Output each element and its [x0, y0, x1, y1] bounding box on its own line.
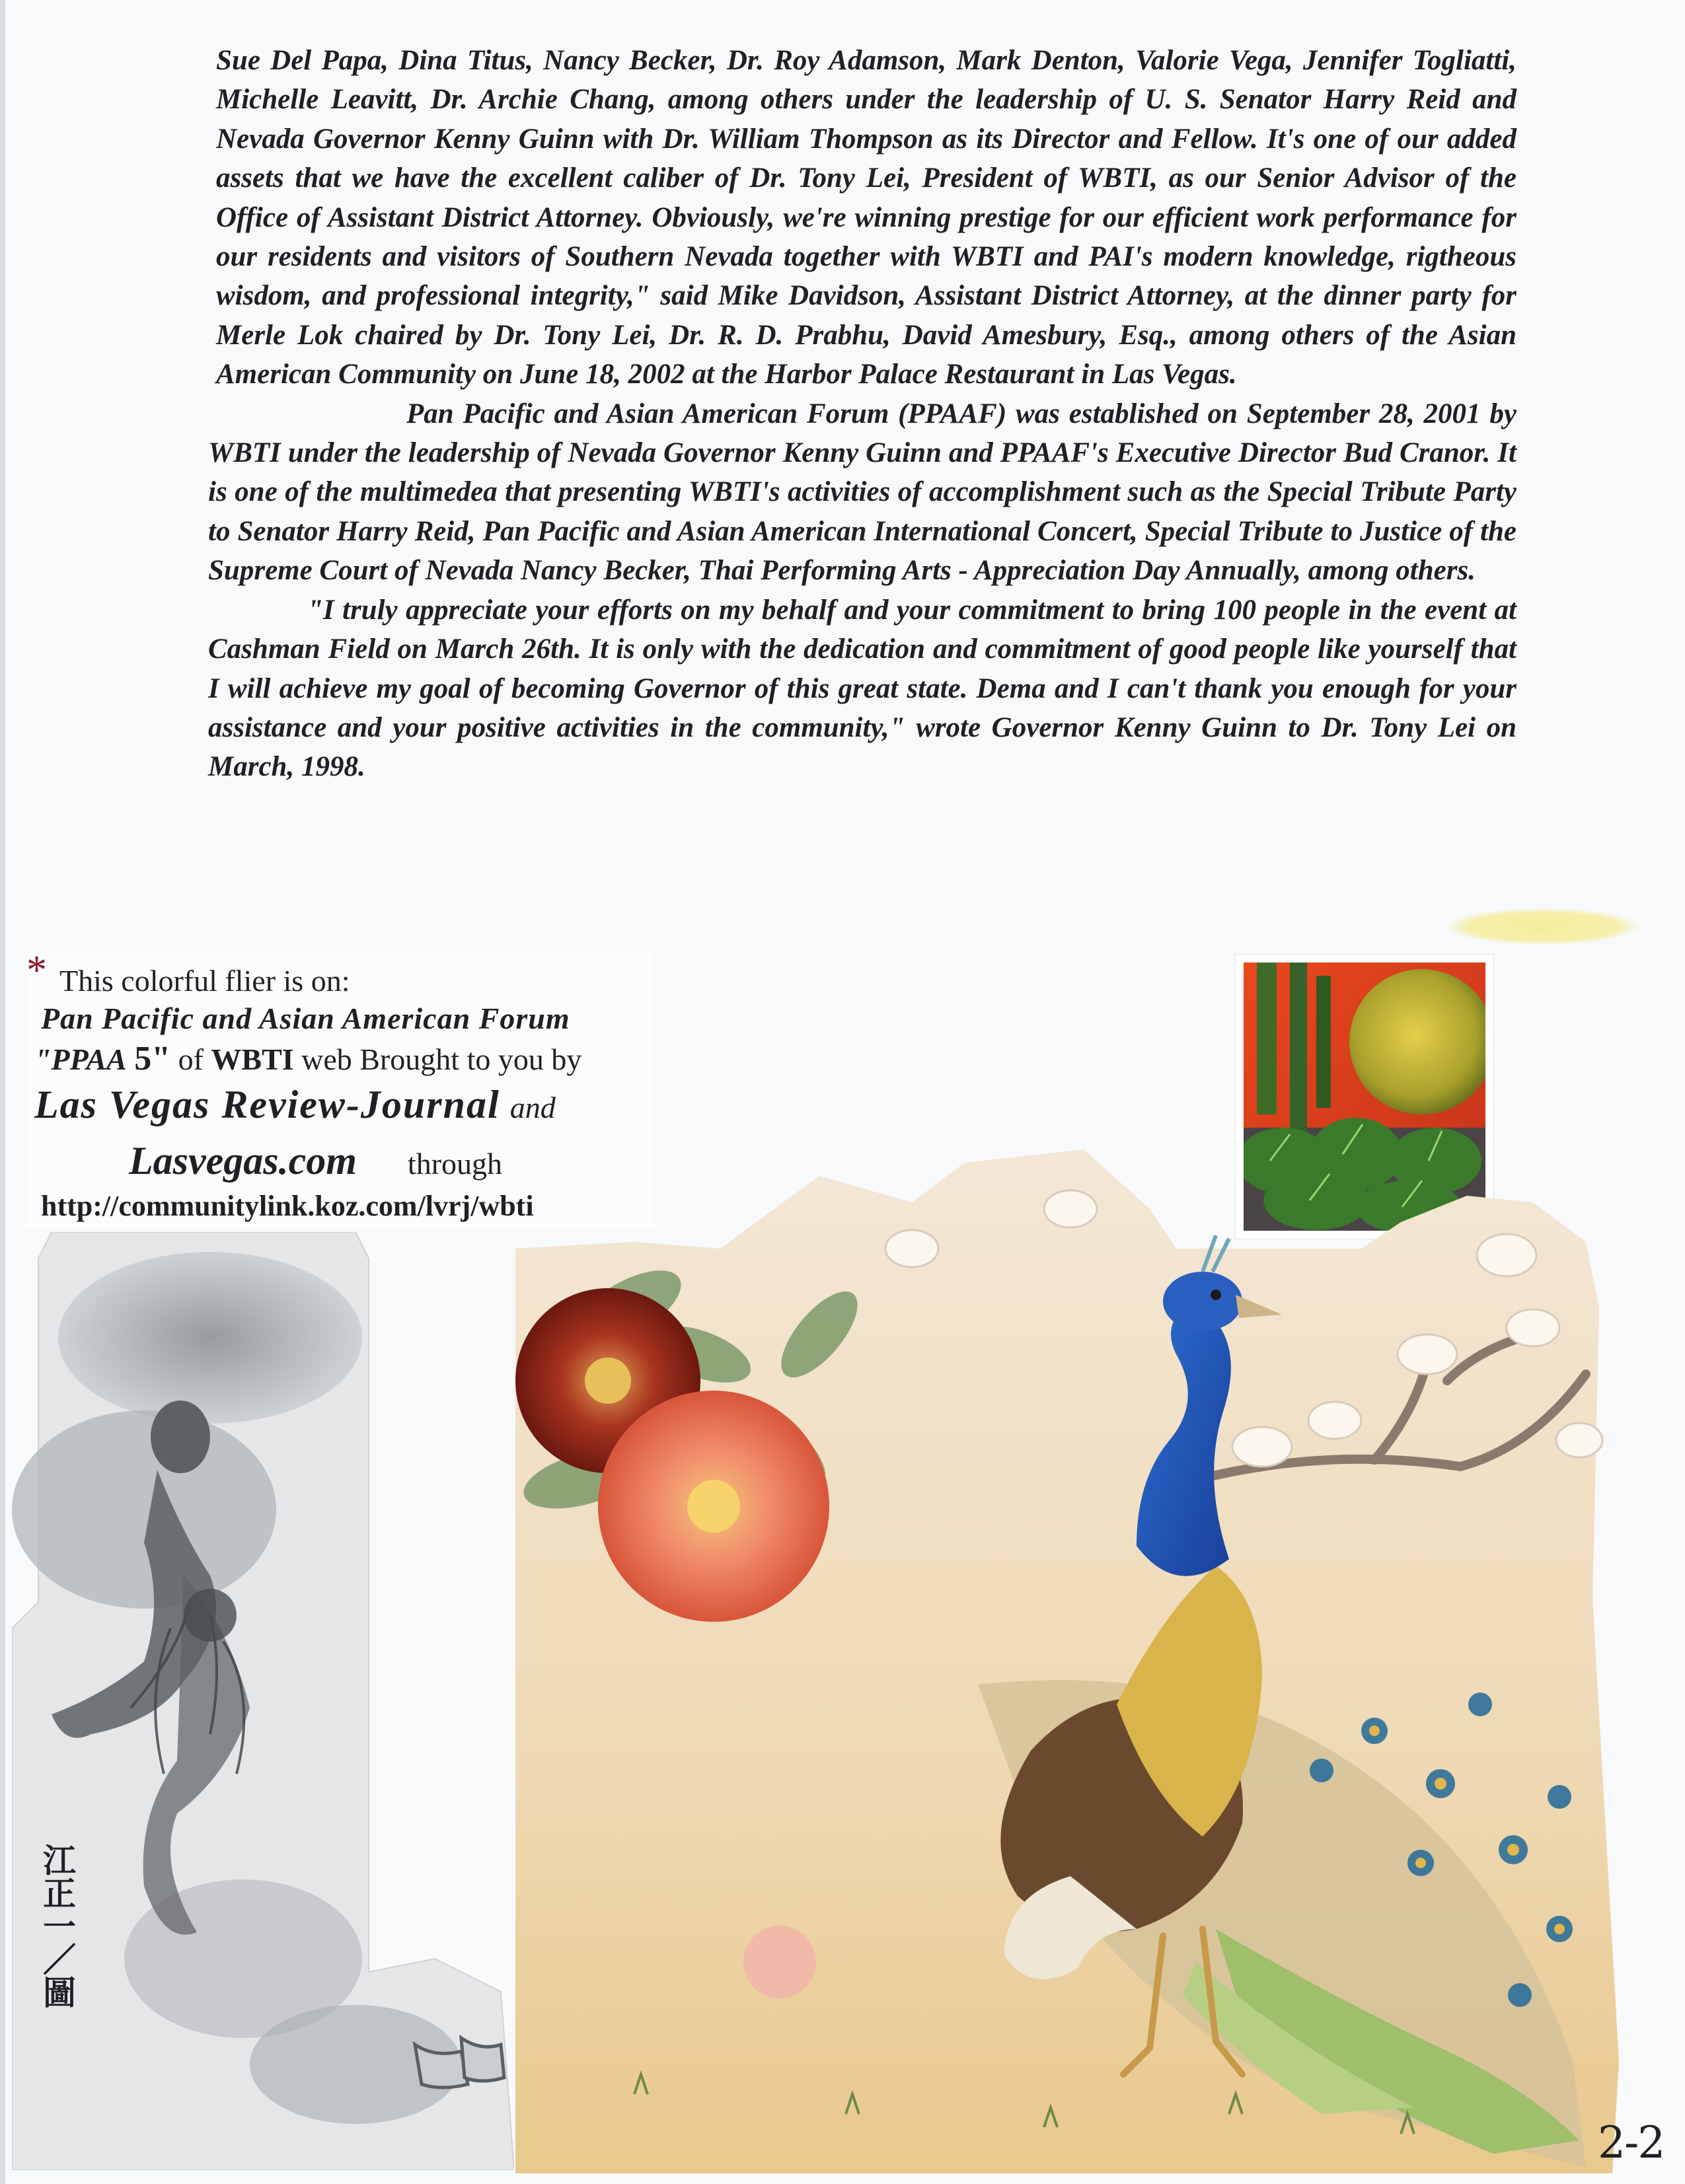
flier-through: through — [407, 1147, 503, 1181]
flier-publisher: Las Vegas Review-Journal — [34, 1083, 500, 1126]
flier-wbti: WBTI — [211, 1042, 294, 1076]
flier-ppaa-line — [34, 1039, 581, 1078]
flier-forum-name: Pan Pacific and Asian American Forum — [41, 1001, 570, 1035]
peacock-painting-image — [502, 1136, 1619, 2173]
flier-of: of — [178, 1042, 204, 1076]
article-paragraph-3: "I truly appreciate your efforts on my behalf and your commitment to bring 100 people in the event at Cashman Field on March 26th. It is only with the dedication and commitment of good people like yourself that I will achieve my goal of becoming Governor of this great state. Dema and I can't thank you enough for your assistance and your positive activities in the community," wrote Governor Kenny Guinn to Dr. Tony Lei on March, 1998. — [208, 594, 1516, 783]
flier-publisher-line — [34, 1082, 556, 1128]
highlighter-mark — [1447, 908, 1639, 945]
star-icon: * — [26, 948, 47, 993]
article-body — [208, 41, 1516, 787]
ink-painting-cutout — [12, 1232, 514, 2173]
artist-signature: 江正一／圖 — [38, 1843, 76, 2008]
article-paragraph-2: Pan Pacific and Asian American Forum (PPAAF) was established on September 28, 2001 by WBTI under the leadership of Nevada Governor Kenny Guinn and PPAAF's Executive Director Bud Cranor. It is one of the multimedea that presenting WBTI's activities of accomplishment such as the Special Tribute Party to Senator Harry Reid, Pan Pacific and Asian American International Concert, Special Tribute to Justice of the Supreme Court of Nevada Nancy Becker, Thai Performing Arts - Appreciation Day Annually, among others. — [208, 398, 1516, 587]
flier-brought: web Brought to you by — [301, 1042, 582, 1076]
flier-ppaa-number: 5" — [134, 1040, 171, 1077]
flier-and: and — [509, 1091, 556, 1124]
flier-site: Lasvegas.com — [129, 1139, 357, 1183]
flier-ppaa: "PPAA — [34, 1042, 127, 1076]
page-number: 2-2 — [1598, 2117, 1665, 2168]
flier-intro: This colorful flier is on: — [59, 964, 350, 998]
flier-site-line — [129, 1138, 502, 1184]
peacock-painting-cutout — [502, 1136, 1619, 2177]
flier-url: http://communitylink.koz.com/lvrj/wbti — [41, 1190, 534, 1222]
ink-painting-image — [12, 1232, 514, 2170]
article-paragraph-1: Sue Del Papa, Dina Titus, Nancy Becker, Dr. Roy Adamson, Mark Denton, Valorie Vega, Jennifer Togliatti, Michelle Leavitt, Dr. Archie Chang, among others under the leadership of U. S. Senator Harry Reid and Nevada Governor Kenny Guinn with Dr. William Thompson as its Director and Fellow. It's one of our added assets that we have the excellent caliber of Dr. Tony Lei, President of WBTI, as our Senior Advisor of the Office of Assistant District Attorney. Obviously, we're winning prestige for our efficient work performance for our residents and visitors of Southern Nevada together with WBTI and PAI's modern knowledge, rigtheous wisdom, and professional integrity," said Mike Davidson, Assistant District Attorney, at the dinner party for Merle Lok chaired by Dr. Tony Lei, Dr. R. D. Prabhu, David Amesbury, Esq., among others of the Asian American Community on June 18, 2002 at the Harbor Palace Restaurant in Las Vegas. — [216, 45, 1516, 390]
